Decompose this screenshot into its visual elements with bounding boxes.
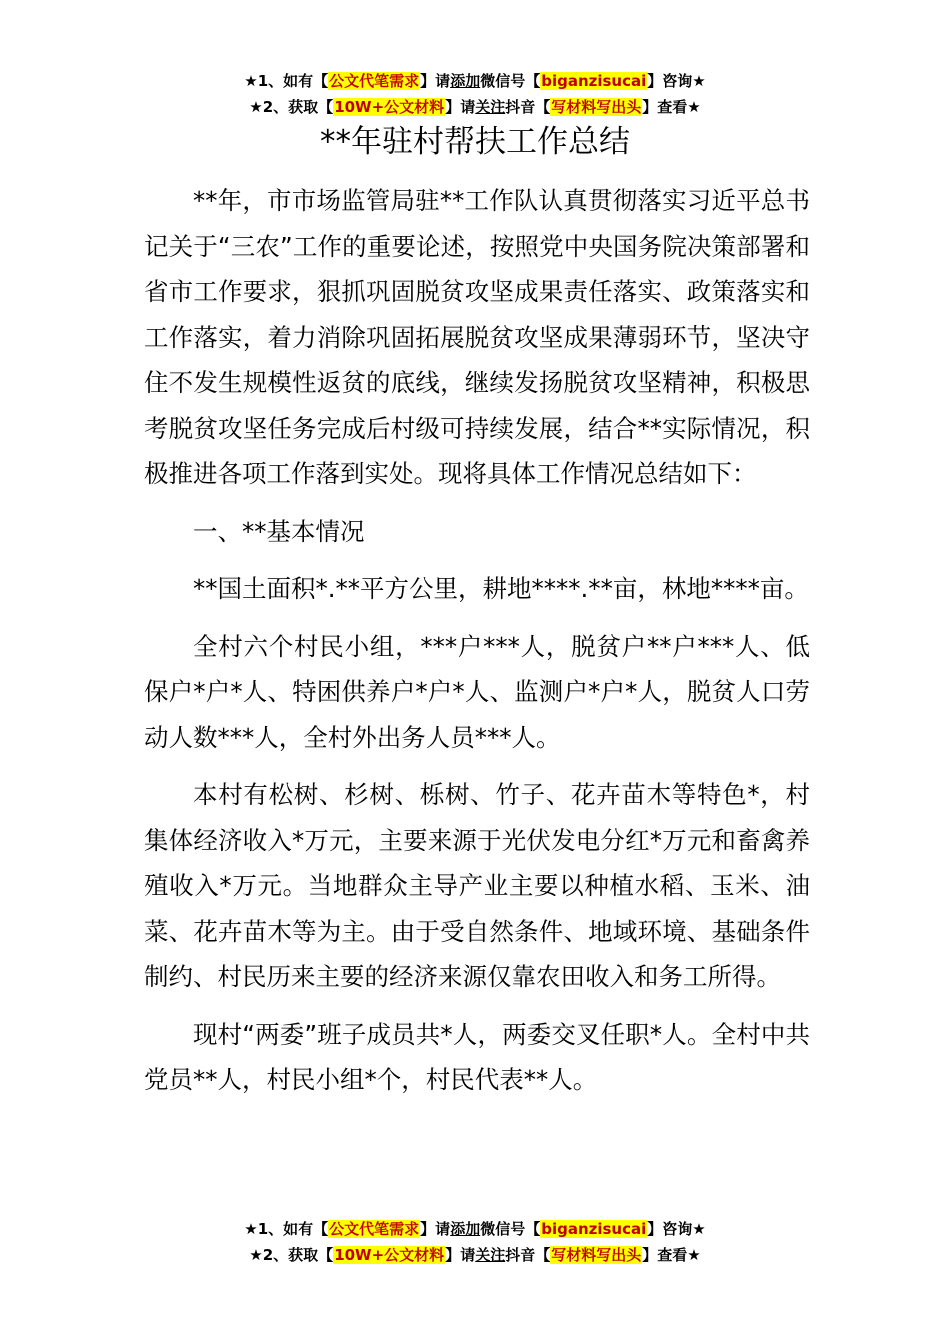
highlight-douyin: 写材料写出头 — [551, 98, 642, 116]
document-title: **年驻村帮扶工作总结 — [320, 124, 630, 160]
banner-line-1: ★1、如有【公文代笔需求】请添加微信号【biganzisucai】咨询★ — [244, 72, 706, 90]
paragraph-organization: 现村“两委”班子成员共*人，两委交叉任职*人。全村中共党员**人，村民小组*个，村民代表**人。 — [144, 1019, 810, 1094]
section-heading: 一、**基本情况 — [193, 516, 365, 546]
highlight-wechat-id: biganzisucai — [541, 72, 647, 90]
paragraph-population: 全村六个村民小组，***户***人，脱贫户**户***人、低保户*户*人、特困供养户*户*人、监测户*户*人，脱贫人口劳动人数***人，全村外出务人员***人。 — [144, 631, 810, 752]
paragraph-intro: **年，市市场监管局驻**工作队认真贯彻落实习近平总书记关于“三农”工作的重要论述，按照党中央国务院决策部署和省市工作要求，狠抓巩固脱贫攻坚成果责任落实、政策落实和工作落实，着力消除巩固拓展脱贫攻坚成果薄弱环节，坚决守住不发生规模性返贫的底线，继续发扬脱贫攻坚精神，积极思考脱贫攻坚任务完成后村级可持续发展，结合**实际情况，积极推进各项工作落到实处。现将具体工作情况总结如下： — [144, 186, 810, 488]
header-banner — [0, 68, 950, 120]
footer-banner — [0, 1216, 950, 1268]
highlight-materials: 10W+公文材料 — [334, 1246, 445, 1264]
banner-line-1: ★1、如有【公文代笔需求】请添加微信号【biganzisucai】咨询★ — [244, 1220, 706, 1238]
highlight-service: 公文代笔需求 — [329, 72, 420, 90]
highlight-wechat-id: biganzisucai — [541, 1220, 647, 1238]
banner-line-2: ★2、获取【10W+公文材料】请关注抖音【写材料写出头】查看★ — [249, 1246, 701, 1264]
highlight-materials: 10W+公文材料 — [334, 98, 445, 116]
document-body — [144, 178, 810, 1103]
paragraph-economy: 本村有松树、杉树、栎树、竹子、花卉苗木等特色*，村集体经济收入*万元，主要来源于光伏发电分红*万元和畜禽养殖收入*万元。当地群众主导产业主要以种植水稻、玉米、油菜、花卉苗木等为主。由于受自然条件、地域环境、基础条件制约、村民历来主要的经济来源仅靠农田收入和务工所得。 — [144, 780, 810, 991]
highlight-service: 公文代笔需求 — [329, 1220, 420, 1238]
highlight-douyin: 写材料写出头 — [551, 1246, 642, 1264]
banner-line-2: ★2、获取【10W+公文材料】请关注抖音【写材料写出头】查看★ — [249, 98, 701, 116]
paragraph-area: **国土面积*.**平方公里，耕地****.**亩，林地****亩。 — [193, 574, 809, 603]
